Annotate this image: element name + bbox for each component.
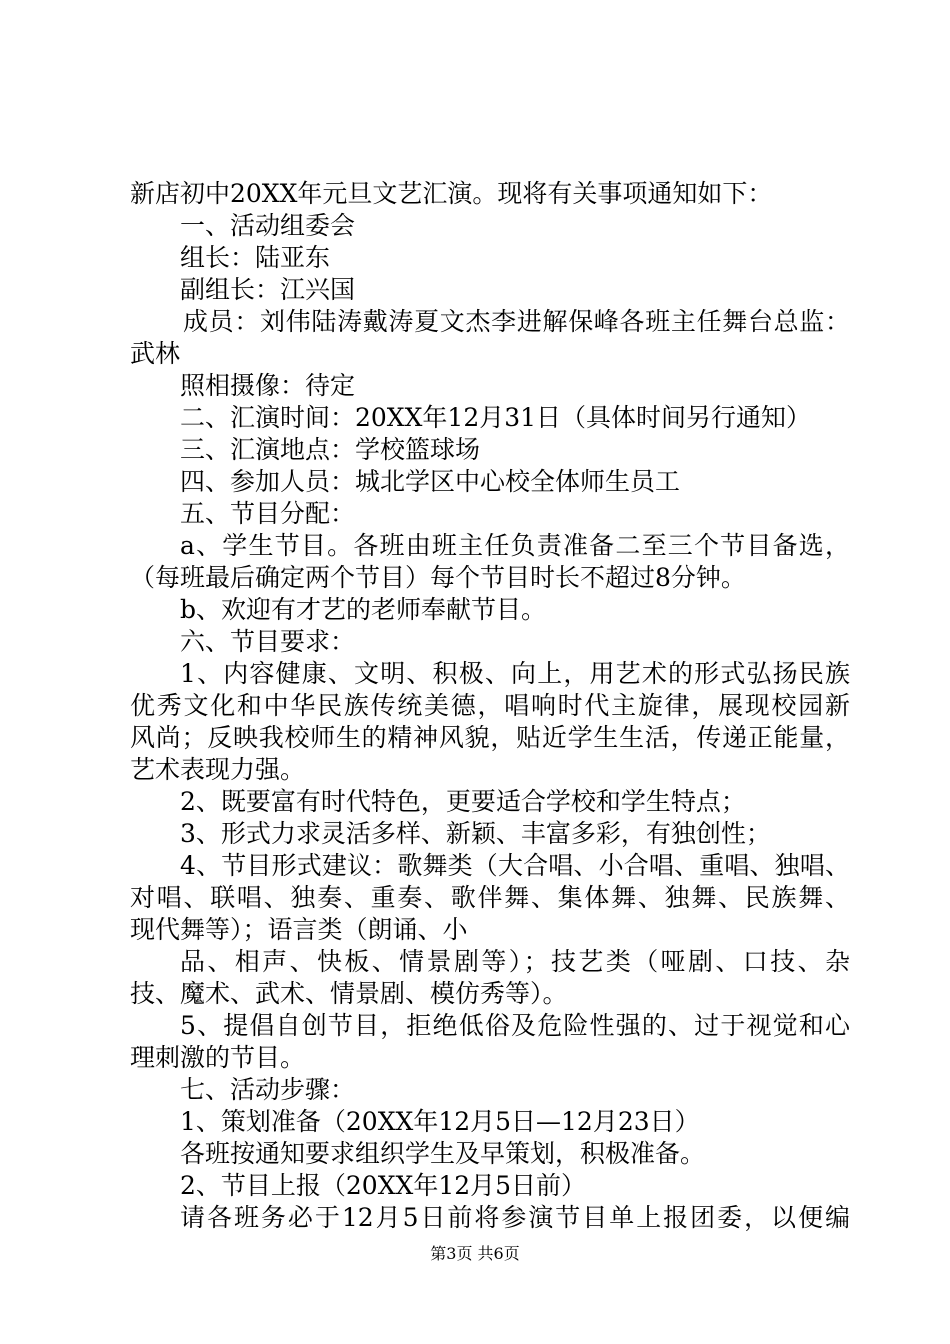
text-line: 新店初中20XX年元旦文艺汇演。现将有关事项通知如下：	[130, 179, 773, 208]
text-line: 3、形式力求灵活多样、新颖、丰富多彩，有独创性；	[180, 819, 771, 848]
section-heading: 七、活动步骤：	[180, 1075, 356, 1104]
text-line: 风尚；反映我校师生的精神风貌，贴近学生生活，传递正能量，	[130, 723, 850, 752]
text-line: 组长：陆亚东	[180, 243, 331, 272]
text-line: 请各班务必于12月5日前将参演节目单上报团委，以便编	[180, 1203, 850, 1232]
text-line: b、欢迎有才艺的老师奉献节目。	[180, 595, 547, 624]
text-line: （每班最后确定两个节目）每个节目时长不超过8分钟。	[130, 563, 746, 592]
section-heading: 五、节目分配：	[180, 499, 356, 528]
text-line: 品、相声、快板、情景剧等）；技艺类（哑剧、口技、杂	[180, 947, 850, 976]
text-line: 1、策划准备（20XX年12月5日—12月23日）	[180, 1107, 700, 1136]
text-line: 各班按通知要求组织学生及早策划，积极准备。	[180, 1139, 706, 1168]
text-line: 副组长：江兴国	[180, 275, 356, 304]
text-line: 武林	[130, 339, 181, 368]
text-line: 理刺激的节目。	[130, 1043, 306, 1072]
text-line: 现代舞等）；语言类（朗诵、小	[130, 915, 468, 944]
text-line: 技、魔术、武术、情景剧、模仿秀等）。	[130, 979, 568, 1008]
text-line: 2、既要富有时代特色，更要适合学校和学生特点；	[180, 787, 746, 816]
text-line: 艺术表现力强。	[130, 755, 306, 784]
text-line: 2、节目上报（20XX年12月5日前）	[180, 1171, 587, 1200]
text-line: 4、节目形式建议：歌舞类（大合唱、小合唱、重唱、独唱、	[180, 851, 850, 880]
text-line: 照相摄像：待定	[180, 371, 356, 400]
section-heading: 四、参加人员：城北学区中心校全体师生员工	[180, 467, 681, 496]
section-heading: 六、节目要求：	[180, 627, 356, 656]
section-heading: 三、汇演地点：学校篮球场	[180, 435, 481, 464]
text-line: 对唱、联唱、独奏、重奏、歌伴舞、集体舞、独舞、民族舞、	[130, 883, 850, 912]
text-line: 优秀文化和中华民族传统美德，唱响时代主旋律，展现校园新	[130, 691, 850, 720]
text-line: a、学生节目。各班由班主任负责准备二至三个节目备选，	[180, 531, 850, 560]
section-heading: 一、活动组委会	[180, 211, 356, 240]
text-line: 5、提倡自创节目，拒绝低俗及危险性强的、过于视觉和心	[180, 1011, 850, 1040]
text-line: 成员：刘伟陆涛戴涛夏文杰李进解保峰各班主任舞台总监：	[183, 307, 850, 336]
page-number-footer: 第3页 共6页	[430, 1244, 520, 1263]
section-heading: 二、汇演时间：20XX年12月31日（具体时间另行通知）	[180, 403, 812, 432]
text-line: 1、内容健康、文明、积极、向上，用艺术的形式弘扬民族	[180, 659, 850, 688]
